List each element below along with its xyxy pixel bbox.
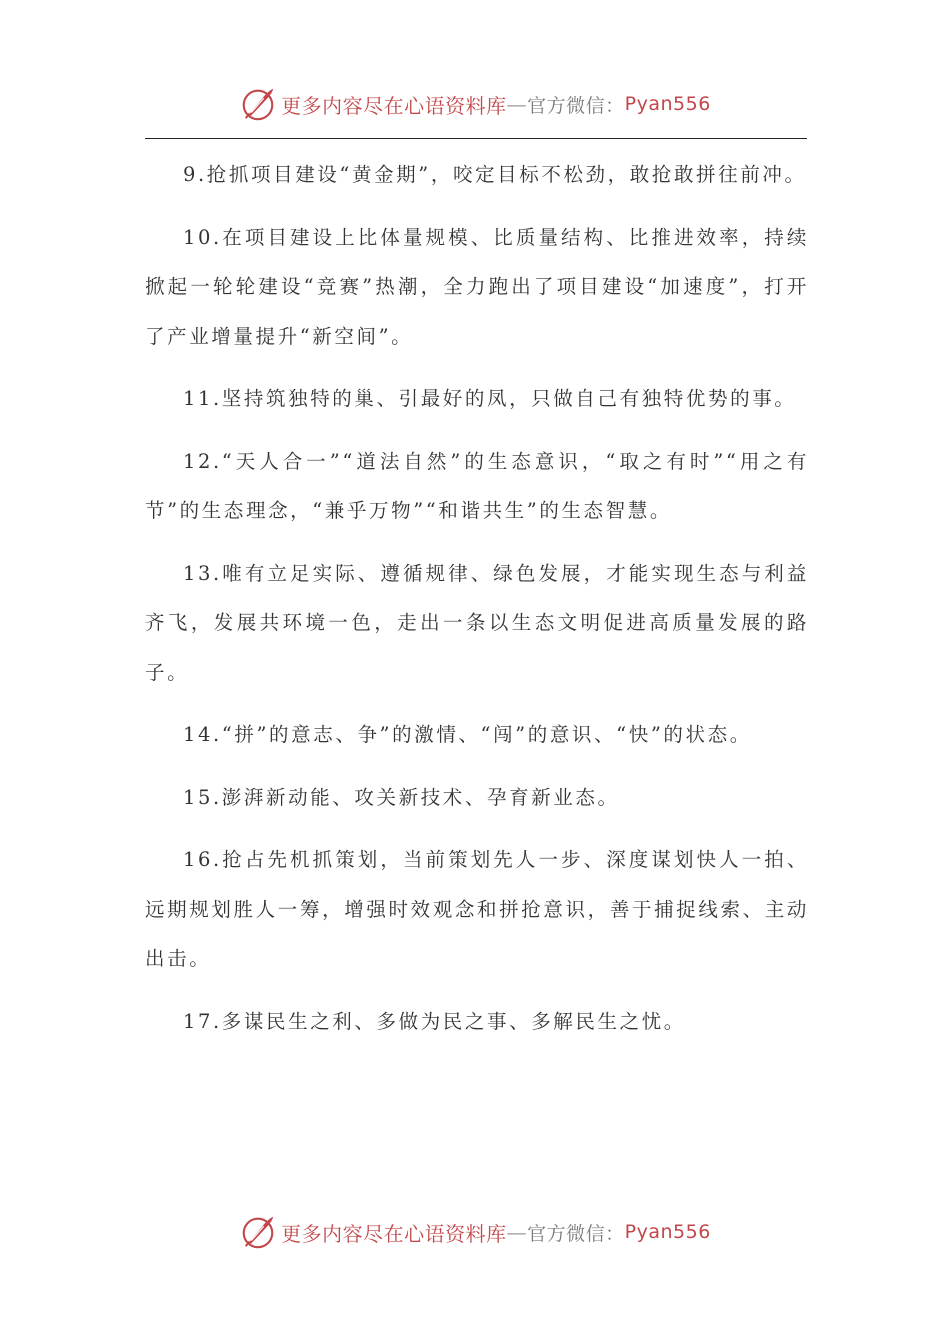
footer-site-text: 更多内容尽在心语资料库	[281, 1221, 507, 1246]
paragraph-10: 10.在项目建设上比体量规模、比质量结构、比推进效率，持续掀起一轮轮建设“竞赛”热潮，全力跑出了项目建设“加速度”，打开了产业增量提升“新空间”。	[145, 225, 809, 348]
paragraph-17: 17.多谋民生之利、多做为民之事、多解民生之忧。	[183, 1009, 686, 1033]
footer-wechat-id: Pyan556	[624, 1221, 711, 1243]
paragraph-14: 14.“拼”的意志、争”的激情、“闯”的意识、“快”的状态。	[183, 723, 752, 746]
header-wechat-id: Pyan556	[624, 93, 711, 115]
page-header	[0, 84, 950, 124]
quill-pen-logo-icon	[239, 85, 277, 123]
header-wechat-label: 官方微信：	[527, 94, 625, 117]
footer-brand	[239, 1213, 711, 1251]
header-brand	[239, 85, 711, 123]
paragraph-13: 13.唯有立足实际、遵循规律、绿色发展，才能实现生态与利益齐飞，发展共环境一色，走出一条以生态文明促进高质量发展的路子。	[145, 561, 809, 684]
header-divider	[145, 138, 807, 139]
header-site-text: 更多内容尽在心语资料库	[281, 93, 507, 118]
page-footer	[0, 1212, 950, 1252]
document-body	[145, 150, 809, 1059]
footer-separator: —	[506, 1220, 528, 1244]
footer-wechat-label: 官方微信：	[527, 1222, 625, 1245]
paragraph-12: 12.“天人合一”“道法自然”的生态意识，“取之有时”“用之有节”的生态理念，“兼乎万物”“和谐共生”的生态智慧。	[145, 449, 809, 522]
paragraph-16: 16.抢占先机抓策划，当前策划先人一步、深度谋划快人一拍、远期规划胜人一筹，增强时效观念和拼抢意识，善于捕捉线索、主动出击。	[145, 848, 809, 970]
paragraph-9: 9.抢抓项目建设“黄金期”，咬定目标不松劲，敢抢敢拼往前冲。	[183, 163, 807, 186]
quill-pen-logo-icon	[239, 1213, 277, 1251]
paragraph-15: 15.澎湃新动能、攻关新技术、孕育新业态。	[183, 785, 620, 809]
header-separator: —	[506, 92, 528, 116]
paragraph-11: 11.坚持筑独特的巢、引最好的凤，只做自己有独特优势的事。	[183, 387, 797, 410]
